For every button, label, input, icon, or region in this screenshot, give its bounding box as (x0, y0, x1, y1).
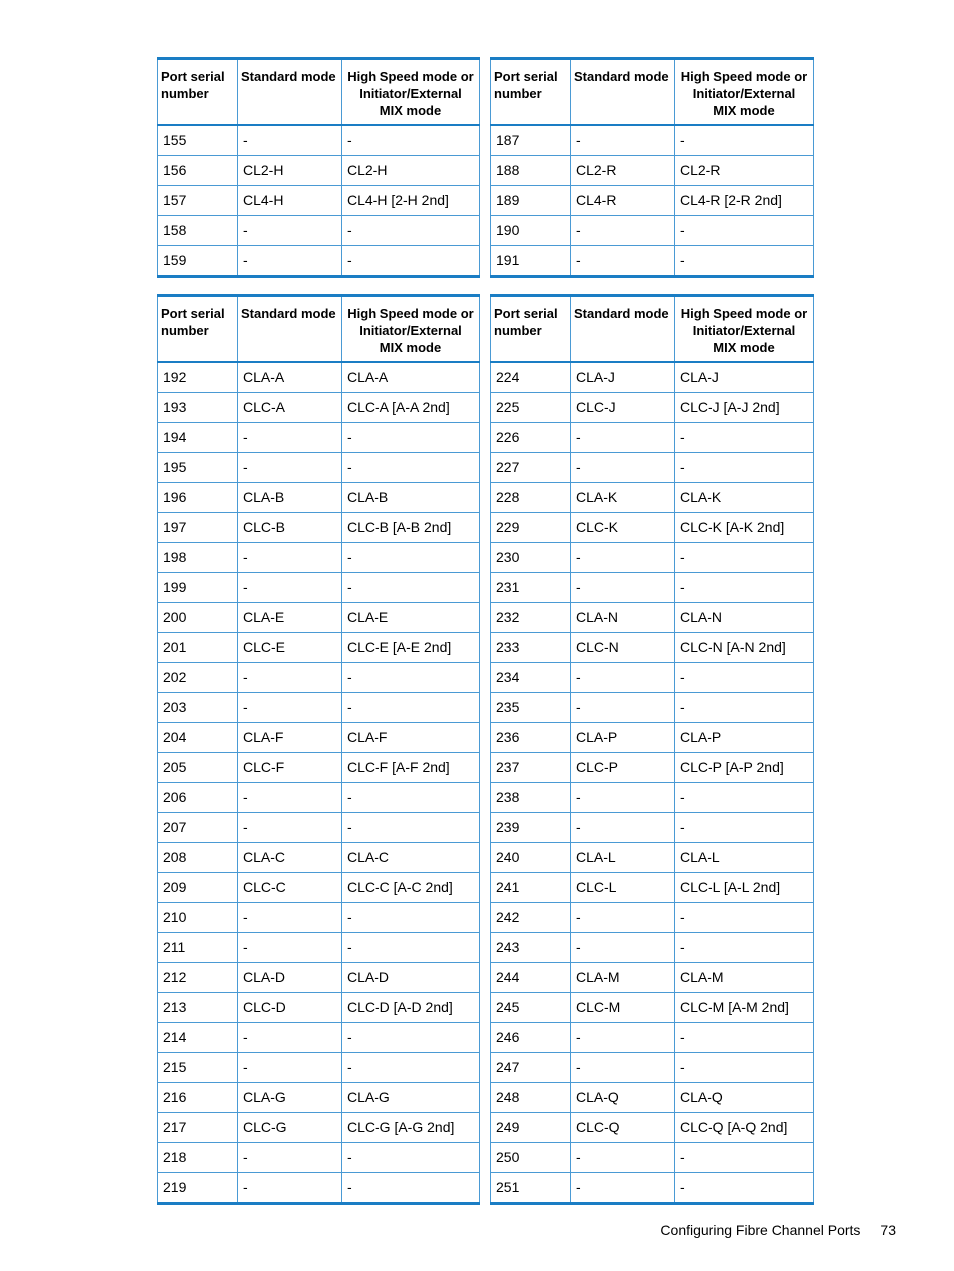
table-row (158, 1112, 814, 1142)
standard-mode-cell: CLC-K (571, 512, 675, 542)
port-serial-cell: 243 (491, 932, 571, 962)
column-gap (480, 215, 491, 245)
standard-mode-cell: CLC-P (571, 752, 675, 782)
high-speed-mode-cell: CLA-D (342, 962, 480, 992)
column-gap (480, 812, 491, 842)
column-gap (480, 185, 491, 215)
high-speed-mode-cell: - (675, 782, 814, 812)
port-serial-cell: 242 (491, 902, 571, 932)
standard-mode-cell: - (571, 215, 675, 245)
table-row (158, 632, 814, 662)
port-serial-cell: 234 (491, 662, 571, 692)
standard-mode-cell: - (238, 245, 342, 276)
port-serial-cell: 238 (491, 782, 571, 812)
standard-mode-cell: CLA-K (571, 482, 675, 512)
high-speed-mode-cell: - (675, 1142, 814, 1172)
high-speed-mode-cell: - (675, 932, 814, 962)
header-standard-mode: Standard mode (571, 296, 675, 362)
high-speed-mode-cell: - (342, 245, 480, 276)
port-serial-cell: 198 (158, 542, 238, 572)
standard-mode-cell: - (238, 1142, 342, 1172)
port-serial-cell: 241 (491, 872, 571, 902)
port-serial-cell: 195 (158, 452, 238, 482)
header-port-serial: Port serial number (158, 59, 238, 125)
high-speed-mode-cell: CL4-R [2-R 2nd] (675, 185, 814, 215)
table-row (158, 452, 814, 482)
high-speed-mode-cell: CL2-R (675, 155, 814, 185)
column-gap (480, 962, 491, 992)
header-standard-mode: Standard mode (571, 59, 675, 125)
table-row (158, 392, 814, 422)
column-gap (480, 602, 491, 632)
high-speed-mode-cell: CLC-D [A-D 2nd] (342, 992, 480, 1022)
table-row (158, 185, 814, 215)
column-gap (480, 1172, 491, 1203)
high-speed-mode-cell: CLC-K [A-K 2nd] (675, 512, 814, 542)
high-speed-mode-cell: - (342, 1022, 480, 1052)
port-serial-cell: 228 (491, 482, 571, 512)
standard-mode-cell: - (571, 932, 675, 962)
high-speed-mode-cell: - (342, 782, 480, 812)
standard-mode-cell: CLC-C (238, 872, 342, 902)
standard-mode-cell: CL4-R (571, 185, 675, 215)
standard-mode-cell: - (571, 1142, 675, 1172)
standard-mode-cell: - (238, 902, 342, 932)
port-serial-cell: 187 (491, 125, 571, 156)
column-gap (480, 1082, 491, 1112)
column-gap (480, 992, 491, 1022)
port-serial-cell: 200 (158, 602, 238, 632)
high-speed-mode-cell: - (342, 1052, 480, 1082)
standard-mode-cell: - (571, 572, 675, 602)
standard-mode-cell: CLA-C (238, 842, 342, 872)
port-serial-cell: 159 (158, 245, 238, 276)
header-high-speed-mode: High Speed mode or Initiator/External MIX mode (342, 296, 480, 362)
table-row (158, 1142, 814, 1172)
standard-mode-cell: - (238, 1052, 342, 1082)
high-speed-mode-cell: - (342, 662, 480, 692)
port-serial-cell: 244 (491, 962, 571, 992)
port-serial-cell: 190 (491, 215, 571, 245)
high-speed-mode-cell: - (675, 245, 814, 276)
standard-mode-cell: CL2-H (238, 155, 342, 185)
port-serial-cell: 193 (158, 392, 238, 422)
standard-mode-cell: CL4-H (238, 185, 342, 215)
standard-mode-cell: - (571, 782, 675, 812)
page-footer (0, 1222, 896, 1238)
high-speed-mode-cell: CL4-H [2-H 2nd] (342, 185, 480, 215)
standard-mode-cell: CLC-G (238, 1112, 342, 1142)
column-gap (480, 752, 491, 782)
port-serial-cell: 239 (491, 812, 571, 842)
high-speed-mode-cell: - (342, 812, 480, 842)
high-speed-mode-cell: CLA-K (675, 482, 814, 512)
standard-mode-cell: - (238, 782, 342, 812)
header-standard-mode: Standard mode (238, 59, 342, 125)
port-serial-cell: 203 (158, 692, 238, 722)
standard-mode-cell: - (571, 422, 675, 452)
high-speed-mode-cell: - (675, 452, 814, 482)
standard-mode-cell: CLA-N (571, 602, 675, 632)
standard-mode-cell: CLC-Q (571, 1112, 675, 1142)
table-row (158, 992, 814, 1022)
high-speed-mode-cell: CLC-C [A-C 2nd] (342, 872, 480, 902)
high-speed-mode-cell: CLC-M [A-M 2nd] (675, 992, 814, 1022)
standard-mode-cell: CLC-L (571, 872, 675, 902)
port-serial-cell: 236 (491, 722, 571, 752)
high-speed-mode-cell: CLC-N [A-N 2nd] (675, 632, 814, 662)
standard-mode-cell: - (238, 1022, 342, 1052)
standard-mode-cell: CLA-Q (571, 1082, 675, 1112)
port-serial-cell: 206 (158, 782, 238, 812)
high-speed-mode-cell: - (342, 902, 480, 932)
standard-mode-cell: CLA-M (571, 962, 675, 992)
port-serial-cell: 237 (491, 752, 571, 782)
port-serial-cell: 214 (158, 1022, 238, 1052)
column-gap (480, 422, 491, 452)
high-speed-mode-cell: - (342, 542, 480, 572)
port-serial-cell: 205 (158, 752, 238, 782)
port-serial-cell: 191 (491, 245, 571, 276)
port-serial-cell: 201 (158, 632, 238, 662)
standard-mode-cell: - (238, 932, 342, 962)
standard-mode-cell: - (238, 215, 342, 245)
port-serial-cell: 233 (491, 632, 571, 662)
high-speed-mode-cell: - (342, 125, 480, 156)
high-speed-mode-cell: CLA-G (342, 1082, 480, 1112)
column-gap (480, 125, 491, 156)
standard-mode-cell: - (571, 902, 675, 932)
column-gap (480, 1112, 491, 1142)
high-speed-mode-cell: - (675, 692, 814, 722)
high-speed-mode-cell: - (675, 1052, 814, 1082)
standard-mode-cell: - (571, 1022, 675, 1052)
table-row (158, 1022, 814, 1052)
high-speed-mode-cell: CLA-J (675, 362, 814, 393)
column-gap (480, 155, 491, 185)
port-mapping-table-1 (157, 57, 814, 278)
column-gap (480, 872, 491, 902)
high-speed-mode-cell: CLA-M (675, 962, 814, 992)
header-high-speed-mode: High Speed mode or Initiator/External MIX mode (675, 296, 814, 362)
table-row (158, 872, 814, 902)
table-row (158, 512, 814, 542)
table-row (158, 422, 814, 452)
table-row (158, 482, 814, 512)
table-row (158, 662, 814, 692)
high-speed-mode-cell: - (675, 542, 814, 572)
column-gap (480, 632, 491, 662)
port-serial-cell: 235 (491, 692, 571, 722)
port-serial-cell: 208 (158, 842, 238, 872)
port-serial-cell: 211 (158, 932, 238, 962)
port-serial-cell: 248 (491, 1082, 571, 1112)
port-serial-cell: 218 (158, 1142, 238, 1172)
port-serial-cell: 232 (491, 602, 571, 632)
column-gap (480, 482, 491, 512)
port-serial-cell: 224 (491, 362, 571, 393)
standard-mode-cell: CLC-E (238, 632, 342, 662)
column-gap (480, 722, 491, 752)
port-serial-cell: 207 (158, 812, 238, 842)
page-number: 73 (880, 1222, 896, 1238)
standard-mode-cell: - (238, 812, 342, 842)
column-gap (480, 572, 491, 602)
high-speed-mode-cell: CLC-G [A-G 2nd] (342, 1112, 480, 1142)
standard-mode-cell: CLA-F (238, 722, 342, 752)
port-serial-cell: 199 (158, 572, 238, 602)
port-serial-cell: 245 (491, 992, 571, 1022)
high-speed-mode-cell: CL2-H (342, 155, 480, 185)
high-speed-mode-cell: CLA-F (342, 722, 480, 752)
port-serial-cell: 212 (158, 962, 238, 992)
high-speed-mode-cell: CLC-E [A-E 2nd] (342, 632, 480, 662)
standard-mode-cell: CLA-P (571, 722, 675, 752)
header-port-serial: Port serial number (491, 59, 571, 125)
port-serial-cell: 210 (158, 902, 238, 932)
high-speed-mode-cell: - (342, 1142, 480, 1172)
high-speed-mode-cell: - (342, 452, 480, 482)
table-row (158, 245, 814, 276)
column-gap (480, 1022, 491, 1052)
high-speed-mode-cell: CLA-C (342, 842, 480, 872)
column-gap (480, 392, 491, 422)
table-row (158, 215, 814, 245)
standard-mode-cell: - (238, 692, 342, 722)
high-speed-mode-cell: - (675, 902, 814, 932)
port-serial-cell: 197 (158, 512, 238, 542)
table-row (158, 602, 814, 632)
high-speed-mode-cell: - (675, 662, 814, 692)
table-row (158, 722, 814, 752)
standard-mode-cell: - (571, 1052, 675, 1082)
high-speed-mode-cell: CLA-L (675, 842, 814, 872)
port-serial-cell: 213 (158, 992, 238, 1022)
standard-mode-cell: - (571, 452, 675, 482)
port-serial-cell: 230 (491, 542, 571, 572)
column-gap (480, 296, 491, 362)
table-row (158, 572, 814, 602)
port-serial-cell: 219 (158, 1172, 238, 1203)
port-serial-cell: 155 (158, 125, 238, 156)
port-serial-cell: 251 (491, 1172, 571, 1203)
high-speed-mode-cell: CLC-B [A-B 2nd] (342, 512, 480, 542)
standard-mode-cell: CLA-B (238, 482, 342, 512)
standard-mode-cell: CLC-D (238, 992, 342, 1022)
high-speed-mode-cell: CLC-J [A-J 2nd] (675, 392, 814, 422)
port-serial-cell: 240 (491, 842, 571, 872)
high-speed-mode-cell: CLA-Q (675, 1082, 814, 1112)
high-speed-mode-cell: CLC-A [A-A 2nd] (342, 392, 480, 422)
column-gap (480, 1052, 491, 1082)
high-speed-mode-cell: - (342, 422, 480, 452)
table-row (158, 362, 814, 393)
port-serial-cell: 202 (158, 662, 238, 692)
port-serial-cell: 156 (158, 155, 238, 185)
port-serial-cell: 194 (158, 422, 238, 452)
column-gap (480, 782, 491, 812)
port-serial-cell: 250 (491, 1142, 571, 1172)
footer-section-title: Configuring Fibre Channel Ports (660, 1222, 861, 1238)
port-serial-cell: 216 (158, 1082, 238, 1112)
port-serial-cell: 215 (158, 1052, 238, 1082)
port-serial-cell: 158 (158, 215, 238, 245)
high-speed-mode-cell: - (342, 572, 480, 602)
table-row (158, 542, 814, 572)
standard-mode-cell: CLA-E (238, 602, 342, 632)
port-serial-cell: 157 (158, 185, 238, 215)
port-serial-cell: 227 (491, 452, 571, 482)
port-mapping-table-2 (157, 294, 814, 1205)
standard-mode-cell: CLC-J (571, 392, 675, 422)
column-gap (480, 59, 491, 125)
high-speed-mode-cell: - (342, 215, 480, 245)
header-high-speed-mode: High Speed mode or Initiator/External MIX mode (342, 59, 480, 125)
port-serial-cell: 247 (491, 1052, 571, 1082)
standard-mode-cell: - (238, 542, 342, 572)
port-serial-cell: 209 (158, 872, 238, 902)
table-row (158, 1052, 814, 1082)
table-row (158, 932, 814, 962)
standard-mode-cell: CLA-D (238, 962, 342, 992)
standard-mode-cell: CLC-N (571, 632, 675, 662)
standard-mode-cell: - (571, 812, 675, 842)
column-gap (480, 662, 491, 692)
high-speed-mode-cell: CLA-P (675, 722, 814, 752)
table-row (158, 125, 814, 156)
standard-mode-cell: - (238, 422, 342, 452)
table-row (158, 752, 814, 782)
high-speed-mode-cell: - (675, 422, 814, 452)
table-row (158, 812, 814, 842)
port-serial-cell: 188 (491, 155, 571, 185)
table-row (158, 782, 814, 812)
column-gap (480, 512, 491, 542)
high-speed-mode-cell: CLC-L [A-L 2nd] (675, 872, 814, 902)
high-speed-mode-cell: - (675, 1172, 814, 1203)
standard-mode-cell: - (571, 692, 675, 722)
high-speed-mode-cell: - (342, 932, 480, 962)
standard-mode-cell: - (238, 662, 342, 692)
port-serial-cell: 229 (491, 512, 571, 542)
standard-mode-cell: CL2-R (571, 155, 675, 185)
column-gap (480, 692, 491, 722)
port-serial-cell: 192 (158, 362, 238, 393)
high-speed-mode-cell: CLA-N (675, 602, 814, 632)
table-row (158, 1082, 814, 1112)
standard-mode-cell: CLC-M (571, 992, 675, 1022)
standard-mode-cell: - (238, 572, 342, 602)
port-serial-cell: 217 (158, 1112, 238, 1142)
port-serial-cell: 196 (158, 482, 238, 512)
high-speed-mode-cell: CLA-E (342, 602, 480, 632)
high-speed-mode-cell: - (675, 215, 814, 245)
column-gap (480, 902, 491, 932)
high-speed-mode-cell: - (675, 572, 814, 602)
column-gap (480, 932, 491, 962)
header-high-speed-mode: High Speed mode or Initiator/External MIX mode (675, 59, 814, 125)
standard-mode-cell: CLA-J (571, 362, 675, 393)
header-port-serial: Port serial number (158, 296, 238, 362)
standard-mode-cell: CLA-L (571, 842, 675, 872)
standard-mode-cell: CLA-G (238, 1082, 342, 1112)
table-row (158, 1172, 814, 1203)
standard-mode-cell: CLC-F (238, 752, 342, 782)
standard-mode-cell: CLA-A (238, 362, 342, 393)
standard-mode-cell: - (571, 1172, 675, 1203)
column-gap (480, 452, 491, 482)
standard-mode-cell: - (571, 542, 675, 572)
standard-mode-cell: - (571, 245, 675, 276)
high-speed-mode-cell: - (342, 1172, 480, 1203)
column-gap (480, 1142, 491, 1172)
standard-mode-cell: - (238, 452, 342, 482)
port-serial-cell: 246 (491, 1022, 571, 1052)
column-gap (480, 542, 491, 572)
port-serial-cell: 231 (491, 572, 571, 602)
standard-mode-cell: CLC-B (238, 512, 342, 542)
high-speed-mode-cell: CLA-B (342, 482, 480, 512)
table-row (158, 155, 814, 185)
high-speed-mode-cell: CLC-Q [A-Q 2nd] (675, 1112, 814, 1142)
table-row (158, 842, 814, 872)
port-serial-cell: 226 (491, 422, 571, 452)
port-serial-cell: 225 (491, 392, 571, 422)
table-row (158, 692, 814, 722)
standard-mode-cell: - (238, 125, 342, 156)
high-speed-mode-cell: CLC-P [A-P 2nd] (675, 752, 814, 782)
standard-mode-cell: - (238, 1172, 342, 1203)
header-port-serial: Port serial number (491, 296, 571, 362)
high-speed-mode-cell: - (342, 692, 480, 722)
table-row (158, 962, 814, 992)
port-serial-cell: 249 (491, 1112, 571, 1142)
column-gap (480, 842, 491, 872)
port-serial-cell: 189 (491, 185, 571, 215)
standard-mode-cell: CLC-A (238, 392, 342, 422)
port-serial-cell: 204 (158, 722, 238, 752)
standard-mode-cell: - (571, 662, 675, 692)
high-speed-mode-cell: CLA-A (342, 362, 480, 393)
header-standard-mode: Standard mode (238, 296, 342, 362)
high-speed-mode-cell: - (675, 125, 814, 156)
column-gap (480, 362, 491, 393)
standard-mode-cell: - (571, 125, 675, 156)
table-row (158, 902, 814, 932)
high-speed-mode-cell: CLC-F [A-F 2nd] (342, 752, 480, 782)
high-speed-mode-cell: - (675, 1022, 814, 1052)
high-speed-mode-cell: - (675, 812, 814, 842)
column-gap (480, 245, 491, 276)
